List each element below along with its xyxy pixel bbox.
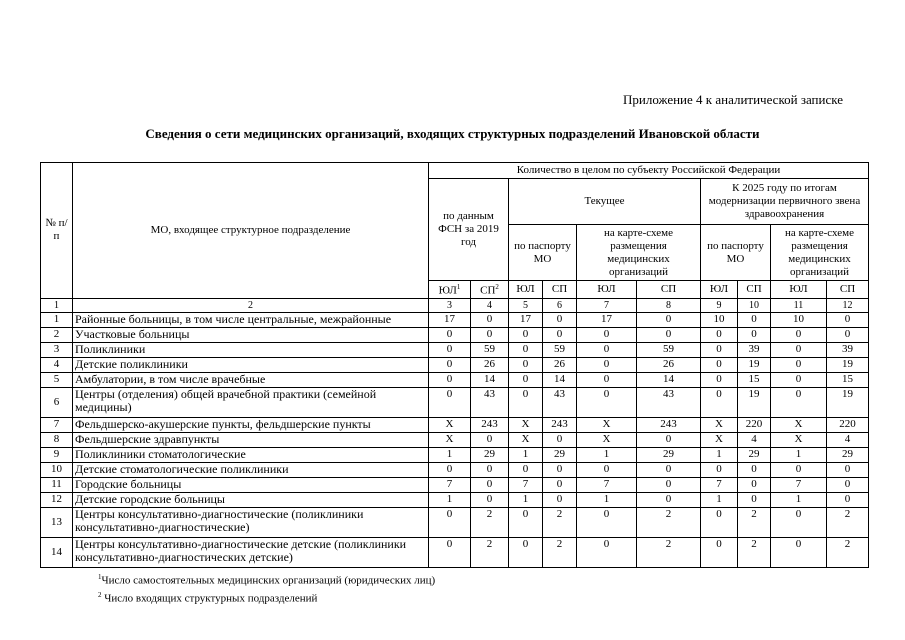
row-value: 0 — [543, 327, 577, 342]
row-value: 0 — [429, 537, 471, 567]
row-value: 1 — [429, 447, 471, 462]
row-value: 2 — [471, 507, 509, 537]
row-value: 59 — [543, 342, 577, 357]
header-sp: СП — [543, 281, 577, 299]
row-value: 243 — [543, 417, 577, 432]
row-name: Поликлиники стоматологические — [73, 447, 429, 462]
row-value: 0 — [429, 327, 471, 342]
row-value: 0 — [471, 432, 509, 447]
row-value: X — [509, 417, 543, 432]
row-value: 0 — [509, 342, 543, 357]
row-value: 0 — [701, 372, 738, 387]
row-value: 0 — [577, 387, 637, 417]
row-value: 0 — [543, 312, 577, 327]
row-number: 5 — [41, 372, 73, 387]
row-value: 0 — [577, 537, 637, 567]
row-name: Амбулатории, в том числе врачебные — [73, 372, 429, 387]
row-value: X — [577, 432, 637, 447]
column-number: 1 — [41, 298, 73, 312]
row-number: 10 — [41, 462, 73, 477]
row-value: 0 — [771, 537, 827, 567]
row-value: 2 — [543, 507, 577, 537]
row-value: 2 — [471, 537, 509, 567]
column-number: 3 — [429, 298, 471, 312]
row-value: 0 — [471, 477, 509, 492]
row-value: 7 — [771, 477, 827, 492]
row-value: X — [701, 417, 738, 432]
row-value: 43 — [543, 387, 577, 417]
row-name: Центры консультативно-диагностические (поликлиники консультативно-диагностические) — [73, 507, 429, 537]
header-map-future: на карте-схеме размещения медицинских организаций — [771, 225, 869, 281]
row-value: 0 — [509, 462, 543, 477]
row-number: 9 — [41, 447, 73, 462]
row-value: 0 — [827, 462, 869, 477]
row-value: 0 — [471, 312, 509, 327]
header-yul: ЮЛ — [577, 281, 637, 299]
header-sp: СП — [738, 281, 771, 299]
row-value: 19 — [827, 387, 869, 417]
row-value: 0 — [771, 507, 827, 537]
footnote-2: $^2$ Число входящих структурных подразделений — [98, 590, 318, 605]
row-name: Детские городские больницы — [73, 492, 429, 507]
header-future: К 2025 году по итогам модернизации первичного звена здравоохранения — [701, 179, 869, 225]
row-number: 1 — [41, 312, 73, 327]
row-value: 0 — [577, 462, 637, 477]
row-value: 4 — [827, 432, 869, 447]
row-number: 13 — [41, 507, 73, 537]
table-row — [41, 357, 869, 372]
footnote-1: $^1$Число самостоятельных медицинских организаций (юридических лиц) — [98, 573, 436, 587]
row-value: 0 — [771, 327, 827, 342]
row-value: 14 — [637, 372, 701, 387]
row-value: 0 — [771, 387, 827, 417]
row-value: 10 — [701, 312, 738, 327]
row-value: 26 — [637, 357, 701, 372]
row-value: 15 — [738, 372, 771, 387]
column-number: 11 — [771, 298, 827, 312]
row-value: 0 — [637, 327, 701, 342]
row-value: 0 — [509, 507, 543, 537]
header-yul: ЮЛ — [509, 281, 543, 299]
row-value: 0 — [543, 432, 577, 447]
row-value: 7 — [429, 477, 471, 492]
row-value: 0 — [509, 357, 543, 372]
row-value: 0 — [738, 477, 771, 492]
row-value: 0 — [429, 507, 471, 537]
row-value: 0 — [827, 492, 869, 507]
row-value: 0 — [827, 477, 869, 492]
row-value: 2 — [738, 537, 771, 567]
row-value: 0 — [701, 537, 738, 567]
row-value: 0 — [577, 327, 637, 342]
row-value: 1 — [577, 447, 637, 462]
row-value: 0 — [637, 432, 701, 447]
row-value: 26 — [471, 357, 509, 372]
row-name: Участковые больницы — [73, 327, 429, 342]
row-value: 0 — [701, 462, 738, 477]
table-row — [41, 507, 869, 537]
column-number: 7 — [577, 298, 637, 312]
row-value: X — [577, 417, 637, 432]
row-name: Фельдшерские здравпункты — [73, 432, 429, 447]
row-value: 1 — [577, 492, 637, 507]
header-fsn: по данным ФСН за 2019 год — [429, 179, 509, 281]
row-value: 0 — [738, 327, 771, 342]
row-value: 0 — [738, 312, 771, 327]
row-name: Городские больницы — [73, 477, 429, 492]
row-value: 17 — [429, 312, 471, 327]
row-value: 0 — [827, 312, 869, 327]
row-value: 2 — [637, 537, 701, 567]
row-value: 0 — [429, 357, 471, 372]
header-sp: СП — [827, 281, 869, 299]
column-number: 2 — [73, 298, 429, 312]
row-value: 17 — [509, 312, 543, 327]
header-sp: СП — [637, 281, 701, 299]
row-value: 15 — [827, 372, 869, 387]
row-value: 0 — [577, 372, 637, 387]
row-value: 4 — [738, 432, 771, 447]
row-value: 220 — [827, 417, 869, 432]
header-passport-current: по паспорту МО — [509, 225, 577, 281]
row-value: 0 — [637, 477, 701, 492]
row-value: 19 — [738, 357, 771, 372]
row-name: Центры консультативно-диагностические детские (поликлиники консультативно-диагностических детские) — [73, 537, 429, 567]
row-value: 14 — [543, 372, 577, 387]
column-number: 12 — [827, 298, 869, 312]
row-value: 2 — [827, 507, 869, 537]
row-value: X — [429, 432, 471, 447]
row-value: 0 — [429, 387, 471, 417]
column-number: 10 — [738, 298, 771, 312]
row-value: 243 — [471, 417, 509, 432]
row-number: 3 — [41, 342, 73, 357]
footnotes — [98, 570, 435, 605]
row-value: 10 — [771, 312, 827, 327]
row-value: 43 — [471, 387, 509, 417]
header-map-current: на карте-схеме размещения медицинских организаций — [577, 225, 701, 281]
row-name: Поликлиники — [73, 342, 429, 357]
row-value: 1 — [509, 492, 543, 507]
row-value: 1 — [429, 492, 471, 507]
table-row — [41, 342, 869, 357]
column-number: 4 — [471, 298, 509, 312]
row-value: 0 — [429, 372, 471, 387]
row-value: 0 — [509, 537, 543, 567]
row-value: 0 — [771, 357, 827, 372]
document-title: Сведения о сети медицинских организаций, входящих структурных подразделений Ивановской области — [145, 126, 760, 141]
row-value: 0 — [701, 507, 738, 537]
table-row — [41, 477, 869, 492]
row-value: 0 — [827, 327, 869, 342]
row-value: 0 — [577, 357, 637, 372]
row-value: 0 — [509, 372, 543, 387]
header-num: № п/п — [41, 163, 73, 299]
row-value: 0 — [738, 462, 771, 477]
row-value: 0 — [771, 372, 827, 387]
row-value: 220 — [738, 417, 771, 432]
row-value: 2 — [543, 537, 577, 567]
table-row — [41, 432, 869, 447]
row-value: 59 — [637, 342, 701, 357]
row-value: 2 — [738, 507, 771, 537]
row-value: 29 — [543, 447, 577, 462]
appendix-label: Приложение 4 к аналитической записке — [623, 92, 843, 107]
table-row — [41, 327, 869, 342]
row-number: 4 — [41, 357, 73, 372]
row-value: 0 — [701, 387, 738, 417]
row-value: 2 — [637, 507, 701, 537]
header-yul: $ЮЛ^1$ — [429, 281, 471, 299]
row-value: 1 — [509, 447, 543, 462]
row-value: 0 — [771, 342, 827, 357]
header-sp: $СП^2$ — [471, 281, 509, 299]
row-value: 0 — [543, 492, 577, 507]
row-value: 39 — [738, 342, 771, 357]
header-yul: ЮЛ — [771, 281, 827, 299]
table-row — [41, 492, 869, 507]
header-passport-future: по паспорту МО — [701, 225, 771, 281]
row-value: 26 — [543, 357, 577, 372]
row-value: 0 — [637, 462, 701, 477]
row-value: 19 — [827, 357, 869, 372]
row-value: 0 — [771, 462, 827, 477]
row-value: 0 — [701, 327, 738, 342]
row-name: Детские поликлиники — [73, 357, 429, 372]
row-value: 7 — [577, 477, 637, 492]
table-row — [41, 447, 869, 462]
row-value: 0 — [701, 357, 738, 372]
row-value: 0 — [509, 327, 543, 342]
table-row — [41, 462, 869, 477]
row-value: X — [771, 417, 827, 432]
row-value: 29 — [471, 447, 509, 462]
row-value: 0 — [471, 327, 509, 342]
row-value: 1 — [771, 447, 827, 462]
row-value: 0 — [738, 492, 771, 507]
row-value: 17 — [577, 312, 637, 327]
header-current: Текущее — [509, 179, 701, 225]
row-name: Районные больницы, в том числе центральные, межрайонные — [73, 312, 429, 327]
row-value: 1 — [701, 447, 738, 462]
row-value: 19 — [738, 387, 771, 417]
row-value: 0 — [471, 462, 509, 477]
row-number: 2 — [41, 327, 73, 342]
row-number: 8 — [41, 432, 73, 447]
row-value: 0 — [509, 387, 543, 417]
row-value: 29 — [827, 447, 869, 462]
medical-network-table — [40, 162, 869, 568]
row-name: Фельдшерско-акушерские пункты, фельдшерские пункты — [73, 417, 429, 432]
row-value: 0 — [577, 342, 637, 357]
row-value: 39 — [827, 342, 869, 357]
row-value: 29 — [738, 447, 771, 462]
row-value: 7 — [701, 477, 738, 492]
row-name: Центры (отделения) общей врачебной практики (семейной медицины) — [73, 387, 429, 417]
row-value: 243 — [637, 417, 701, 432]
row-value: 0 — [429, 462, 471, 477]
row-value: 43 — [637, 387, 701, 417]
table-row — [41, 537, 869, 567]
row-value: 0 — [429, 342, 471, 357]
column-number: 5 — [509, 298, 543, 312]
table-row — [41, 312, 869, 327]
row-value: 59 — [471, 342, 509, 357]
row-value: X — [429, 417, 471, 432]
column-number: 6 — [543, 298, 577, 312]
row-value: 14 — [471, 372, 509, 387]
row-value: X — [509, 432, 543, 447]
header-total: Количество в целом по субъекту Российской Федерации — [429, 163, 869, 179]
row-value: 29 — [637, 447, 701, 462]
row-number: 6 — [41, 387, 73, 417]
row-value: X — [701, 432, 738, 447]
row-number: 7 — [41, 417, 73, 432]
row-value: 0 — [543, 462, 577, 477]
row-value: 0 — [577, 507, 637, 537]
row-value: 0 — [471, 492, 509, 507]
row-value: 0 — [701, 342, 738, 357]
row-value: 0 — [637, 312, 701, 327]
header-mo: МО, входящее структурное подразделение — [73, 163, 429, 299]
row-value: 7 — [509, 477, 543, 492]
row-number: 11 — [41, 477, 73, 492]
row-value: 1 — [771, 492, 827, 507]
table-row — [41, 417, 869, 432]
row-value: 1 — [701, 492, 738, 507]
row-value: 2 — [827, 537, 869, 567]
header-yul: ЮЛ — [701, 281, 738, 299]
row-value: 0 — [543, 477, 577, 492]
row-value: X — [771, 432, 827, 447]
row-value: 0 — [637, 492, 701, 507]
row-number: 14 — [41, 537, 73, 567]
row-name: Детские стоматологические поликлиники — [73, 462, 429, 477]
row-number: 12 — [41, 492, 73, 507]
table-row — [41, 372, 869, 387]
column-number: 9 — [701, 298, 738, 312]
column-number: 8 — [637, 298, 701, 312]
table-row — [41, 387, 869, 417]
